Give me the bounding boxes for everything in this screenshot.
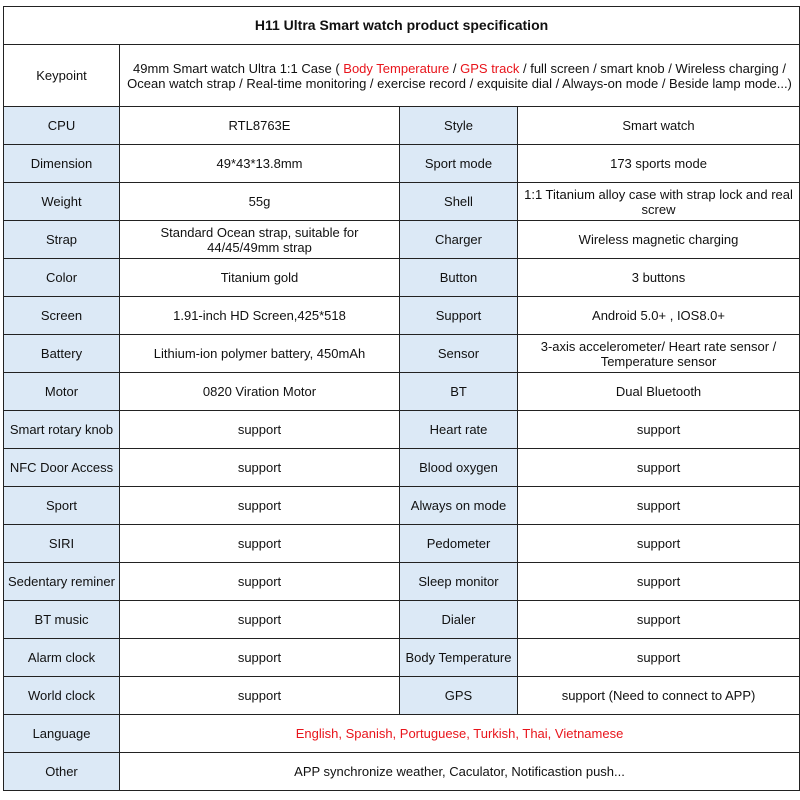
spec-label: World clock [4,677,120,715]
spec-label: Sport mode [400,145,518,183]
spec-row [4,563,800,601]
spec-label: Alarm clock [4,639,120,677]
spec-value: support [120,601,400,639]
spec-value: Titanium gold [120,259,400,297]
language-label: Language [4,715,120,753]
spec-row [4,677,800,715]
spec-value: support [518,411,800,449]
spec-value: Lithium-ion polymer battery, 450mAh [120,335,400,373]
spec-value: support [518,563,800,601]
spec-value: support [120,525,400,563]
spec-value: support [120,639,400,677]
spec-label: NFC Door Access [4,449,120,487]
spec-table [3,6,800,791]
spec-row [4,449,800,487]
spec-value: RTL8763E [120,107,400,145]
spec-label: Heart rate [400,411,518,449]
spec-row [4,487,800,525]
spec-value: 1:1 Titanium alloy case with strap lock and real screw [518,183,800,221]
spec-value: 49*43*13.8mm [120,145,400,183]
spec-label: Dimension [4,145,120,183]
spec-label: Battery [4,335,120,373]
spec-row [4,297,800,335]
spec-value: support [518,449,800,487]
spec-label: Support [400,297,518,335]
keypoint-highlight-body-temperature: Body Temperature [343,60,450,76]
spec-label: Screen [4,297,120,335]
spec-title: H11 Ultra Smart watch product specification [4,7,800,45]
spec-row [4,601,800,639]
spec-label: CPU [4,107,120,145]
spec-label: SIRI [4,525,120,563]
spec-row [4,107,800,145]
spec-label: GPS [400,677,518,715]
spec-label: Sleep monitor [400,563,518,601]
spec-row [4,335,800,373]
spec-value: support [518,525,800,563]
spec-value: support [518,487,800,525]
language-row [4,715,800,753]
spec-row [4,145,800,183]
spec-value: support [120,677,400,715]
keypoint-value [120,45,800,107]
spec-label: Motor [4,373,120,411]
spec-label: Sensor [400,335,518,373]
keypoint-prefix: 49mm Smart watch Ultra 1:1 Case ( [133,60,344,76]
spec-label: Blood oxygen [400,449,518,487]
spec-label: Always on mode [400,487,518,525]
language-value: English, Spanish, Portuguese, Turkish, Thai, Vietnamese [120,715,800,753]
spec-value: Smart watch [518,107,800,145]
keypoint-separator: / [449,60,461,76]
spec-label: Sedentary reminer [4,563,120,601]
spec-value: support [120,449,400,487]
spec-value: 55g [120,183,400,221]
spec-body [4,7,800,791]
spec-row [4,259,800,297]
spec-row [4,373,800,411]
other-row [4,753,800,791]
spec-value: Dual Bluetooth [518,373,800,411]
spec-row [4,639,800,677]
other-label: Other [4,753,120,791]
spec-label: Strap [4,221,120,259]
spec-value: Android 5.0+ , IOS8.0+ [518,297,800,335]
keypoint-label: Keypoint [4,45,120,107]
spec-label: BT music [4,601,120,639]
keypoint-suffix: / full screen / smart knob / Wireless charging / Ocean watch strap / Real-time monitoring / exercise record / exquisite dial / Always-on mode / Beside lamp mode...) [127,60,792,91]
spec-row [4,411,800,449]
spec-value: 3 buttons [518,259,800,297]
spec-label: Shell [400,183,518,221]
spec-label: Smart rotary knob [4,411,120,449]
spec-value: 3-axis accelerometer/ Heart rate sensor / Temperature sensor [518,335,800,373]
spec-value: support [120,487,400,525]
spec-value: 0820 Viration Motor [120,373,400,411]
keypoint-highlight-gps-track: GPS track [460,60,520,76]
spec-row [4,221,800,259]
spec-label: Dialer [400,601,518,639]
spec-value: 173 sports mode [518,145,800,183]
spec-label: Pedometer [400,525,518,563]
spec-label: Color [4,259,120,297]
spec-label: Charger [400,221,518,259]
spec-value: Standard Ocean strap, suitable for 44/45/49mm strap [120,221,400,259]
spec-value: support [120,411,400,449]
spec-label: Button [400,259,518,297]
spec-value: Wireless magnetic charging [518,221,800,259]
spec-value: support [120,563,400,601]
other-value: APP synchronize weather, Caculator, Notificastion push... [120,753,800,791]
spec-label: Sport [4,487,120,525]
spec-label: Style [400,107,518,145]
spec-row [4,183,800,221]
spec-label: Weight [4,183,120,221]
spec-row [4,525,800,563]
spec-label: BT [400,373,518,411]
spec-value: 1.91-inch HD Screen,425*518 [120,297,400,335]
spec-value: support (Need to connect to APP) [518,677,800,715]
spec-value: support [518,639,800,677]
spec-label: Body Temperature [400,639,518,677]
spec-value: support [518,601,800,639]
